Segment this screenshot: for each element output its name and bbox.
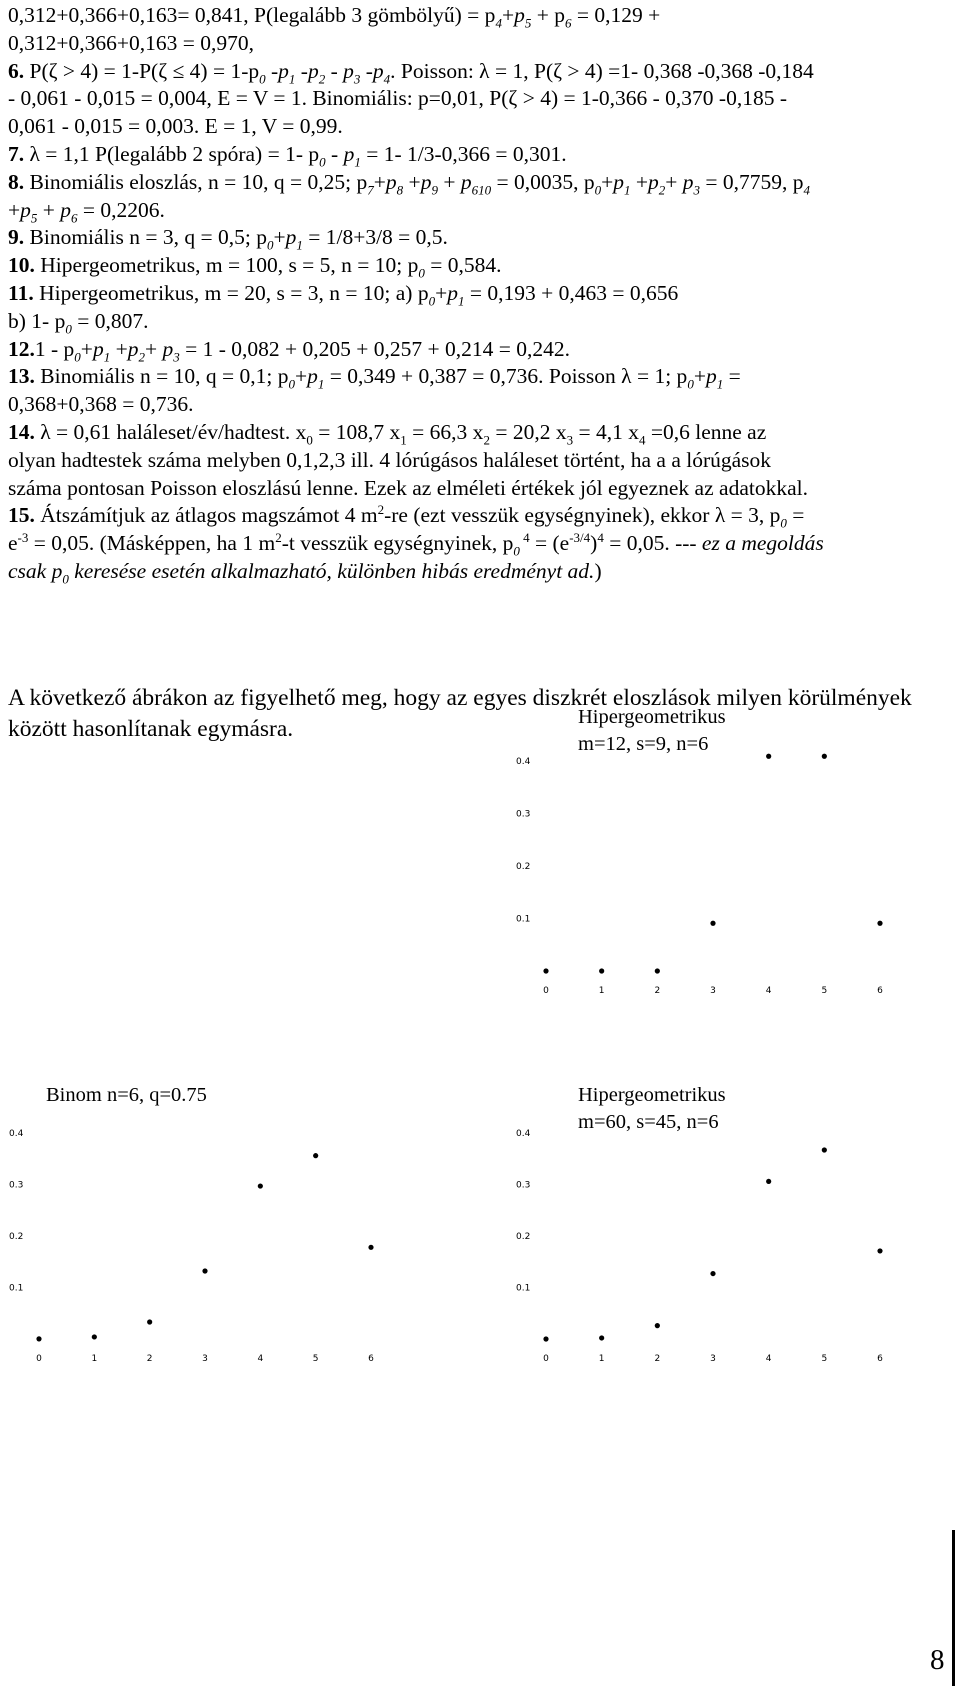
page-number: 8 — [930, 1644, 945, 1676]
x-tick-label: 2 — [146, 1354, 153, 1364]
solution-line: 0,312+0,366+0,163= 0,841, P(legalább 3 gömbölyű) = $p_4+p_5 + p_6 = 0,129$ + — [8, 3, 661, 31]
y-tick-label: 0.3 — [9, 1180, 24, 1191]
x-tick-label: 2 — [654, 986, 661, 996]
solution-11: 11. Hipergeometrikus, m = 20, s = 3, n = 10; a) $p_0+p_1 = 0,193 + 0,463 = 0,656$ — [8, 280, 679, 309]
y-tick-label: 0.4 — [516, 757, 531, 767]
x-tick-label: 3 — [202, 1354, 208, 1364]
x-tick-label: 1 — [598, 986, 605, 996]
solution-line: - 0,061 - 0,015 = 0,004, E = V = 1. Binomiális: p=0,01, P(ζ > 4) = 1-0,366 - 0,370 -0,185 - — [8, 86, 787, 111]
solution-line: száma pontosan Poisson eloszlású lenne. Ezek az elméleti értékek jól egyeznek az adatokkal. — [8, 475, 808, 500]
data-point — [599, 1335, 604, 1340]
data-point — [766, 1179, 771, 1184]
page-edge-line — [952, 1530, 955, 1686]
solution-12: $12.1 - p_0+p_1 +p_2+ p_3 = 1 - 0,082 + 0,205 + 0,257 + 0,214 = 0,242$. — [8, 336, 571, 364]
data-point — [822, 1147, 827, 1152]
y-tick-label: 0.3 — [516, 1180, 531, 1191]
y-tick-label: 0.2 — [516, 862, 531, 872]
x-tick-label: 6 — [368, 1354, 374, 1364]
x-tick-label: 1 — [598, 1354, 605, 1364]
data-point — [710, 1271, 715, 1276]
y-tick-label: 0.2 — [9, 1232, 24, 1242]
y-tick-label: 0.4 — [9, 1129, 24, 1139]
data-point — [877, 1248, 882, 1253]
data-point — [655, 1323, 660, 1328]
x-tick-label: 3 — [710, 1354, 716, 1364]
x-tick-label: 5 — [821, 986, 828, 996]
solution-line: csak $p_0$ keresése esetén alkalmazható, különben hibás eredményt ad.) — [8, 558, 602, 587]
y-tick-label: 0.1 — [516, 1283, 531, 1294]
solution-9: 9. Binomiális n = 3, q = 0,5; $p_0+p_1 = 1/8+3/8 = 0,5$. — [8, 225, 448, 253]
solution-15: 15. Átszámítjuk az átlagos magszámot 4 $m^2-re$ (ezt vesszük egységnyinek), ekkor λ = 3, $p_0$ = — [8, 502, 805, 531]
chart-title-hypergeometric-12: Hipergeometrikus m=12, s=9, n=6 — [578, 706, 726, 755]
chart-title-hypergeometric-60: Hipergeometrikus m=60, s=45, n=6 — [578, 1084, 726, 1133]
solution-line: olyan hadtestek száma melyben 0,1,2,3 ill. 4 lórúgásos haláleset történt, ha a a lórúgások — [8, 447, 772, 472]
solution-14: 14. λ = 0,61 haláleset/év/hadtest. $x_0 = 108,7$ $x_1 = 66,3$ $x_2 = 20,2$ $x_3 = 4,1$ $x_4 =0,6$ lenne az — [8, 419, 767, 448]
data-point — [543, 1336, 548, 1341]
x-tick-label: 4 — [257, 1354, 264, 1364]
solution-line: 0,368+0,368 = 0,736. — [8, 392, 194, 417]
x-tick-label: 6 — [877, 986, 883, 996]
x-tick-label: 4 — [765, 986, 772, 996]
x-tick-label: 0 — [36, 1354, 42, 1364]
solution-line: $+p_5 + p_6 = 0,2206$. — [8, 197, 165, 225]
intro-paragraph: A következő ábrákon az figyelhető meg, hogy az egyes diszkrét eloszlások milyen körülmények között hasonlítanak egymásra. — [8, 685, 912, 742]
x-tick-label: 6 — [877, 1354, 883, 1364]
y-tick-label: 0.2 — [516, 1232, 531, 1242]
solution-10: 10. Hipergeometrikus, m = 100, s = 5, n = 10; $p_0 = 0,584$. — [8, 253, 502, 281]
solution-13: 13. Binomiális n = 10, q = 0,1; $p_0+p_1 = 0,349 + 0,387 = 0,736$. Poisson λ = 1; $p_0+p_1$ = — [8, 364, 741, 392]
x-tick-label: 0 — [543, 986, 549, 996]
y-tick-label: 0.4 — [516, 1129, 531, 1139]
solution-line: $e^{-3} = 0,05$. (Másképpen, ha 1 $m^2-t$ vesszük egységnyinek, $p_0$ $^4 = (e^{-3/4})^4 = 0,05$. --- ez a megoldás — [8, 529, 824, 559]
y-tick-label: 0.1 — [516, 914, 531, 925]
x-tick-label: 0 — [543, 1354, 549, 1364]
chart-title-binom: Binom n=6, q=0.75 — [46, 1084, 207, 1106]
x-tick-label: 3 — [710, 986, 716, 996]
x-tick-label: 5 — [821, 1354, 828, 1364]
x-tick-label: 5 — [312, 1354, 319, 1364]
solution-line: b) 1- $p_0 = 0,807$. — [8, 308, 149, 337]
solution-line: 0,061 - 0,015 = 0,003. E = 1, V = 0,99. — [8, 114, 343, 139]
solution-8: 8. Binomiális eloszlás, n = 10, q = 0,25; $p_7+p_8 +p_9 + p_{610} = 0,0035$, $p_0+p_1 +p_2+ p_3 = 0,7759$, $p_4$ — [8, 169, 811, 198]
y-tick-label: 0.3 — [516, 809, 531, 820]
solution-6: 6. $P(\zeta > 4) = 1-P(\zeta \le 4) = 1-p_0$ $-p_1$ $-p_2 - p_3$ $-p_4$. Poisson: λ = 1, P(ζ > 4) =1- 0,368 -0,368 -0,184 — [8, 58, 814, 86]
solution-line: 0,312+0,366+0,163 = 0,970, — [8, 30, 255, 55]
x-tick-label: 1 — [91, 1354, 98, 1364]
x-tick-label: 2 — [654, 1354, 661, 1364]
solution-7: 7. λ = 1,1 P(legalább 2 spóra) = 1- $p_0 - p_1 = 1-$ 1/3-0,366 = 0,301. — [8, 141, 567, 170]
y-tick-label: 0.1 — [9, 1283, 24, 1294]
x-tick-label: 4 — [765, 1354, 772, 1364]
